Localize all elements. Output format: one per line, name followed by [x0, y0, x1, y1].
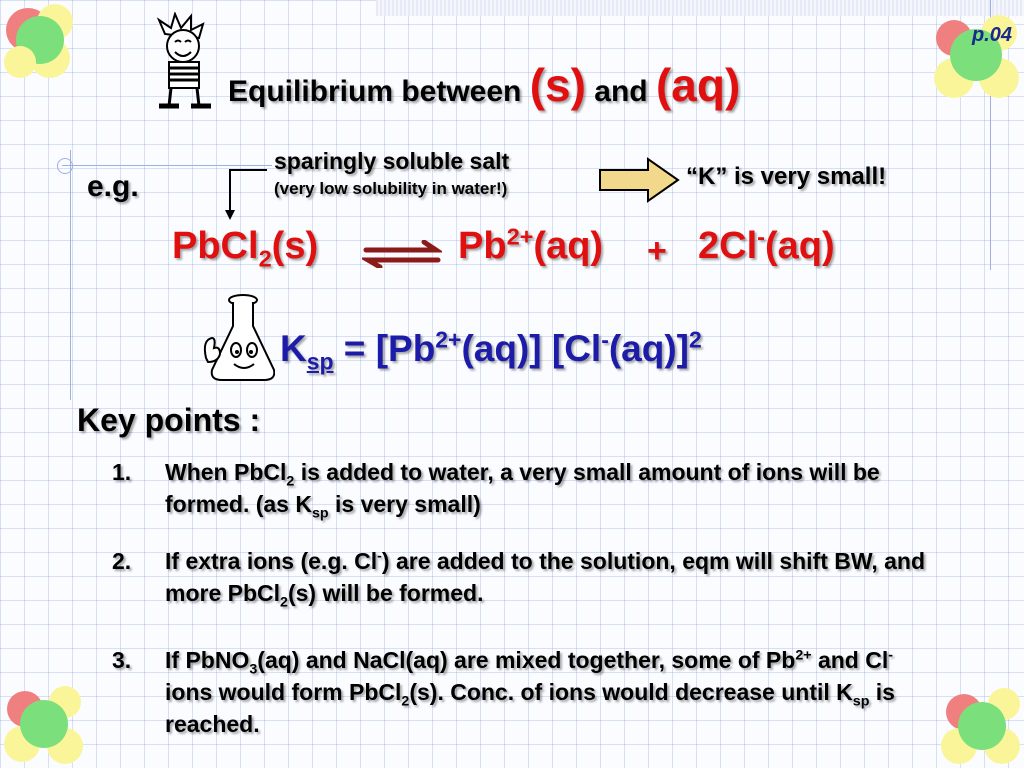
text-segment: If extra ions (e.g. Cl	[165, 548, 378, 574]
text-sub: 2	[401, 693, 410, 710]
molecule-icon	[0, 0, 90, 90]
cartoon-boy-icon	[145, 12, 225, 112]
text-segment: is reached.	[165, 679, 895, 737]
ksp-part2: (aq)] [Cl	[461, 328, 602, 369]
product-lead	[458, 225, 603, 268]
text-segment: ) are added to the solution, eqm will shift BW, and more PbCl	[165, 548, 925, 606]
product1-formula: Pb	[458, 225, 507, 267]
page-title	[228, 58, 740, 112]
text-segment: If PbNO	[165, 647, 250, 673]
list-text	[165, 456, 925, 520]
text-sub: sp	[852, 693, 870, 710]
ksp-part3: (aq)]	[608, 328, 689, 369]
text-sup: 2+	[795, 647, 812, 664]
reactant-formula: PbCl	[172, 225, 259, 267]
k-small-note: “K” is very small!	[686, 163, 887, 190]
salt-annotation	[274, 148, 509, 202]
flask-character-icon	[200, 292, 275, 384]
plus-sign: +	[647, 232, 667, 270]
annotation-line1: sparingly soluble salt	[274, 148, 510, 174]
equilibrium-arrows-icon	[362, 240, 442, 268]
ksp-equals: =	[343, 328, 366, 369]
reactant-subscript: 2	[258, 245, 272, 272]
ksp-sup2: -	[601, 326, 609, 353]
list-text	[165, 644, 925, 740]
product2-state: (aq)	[764, 225, 835, 267]
product2-charge: -	[757, 223, 765, 250]
right-block-arrow-icon	[598, 156, 682, 204]
title-and: and	[594, 75, 648, 108]
list-text	[165, 545, 925, 609]
text-segment: When PbCl	[165, 459, 287, 485]
guide-circle	[57, 158, 73, 174]
reactant	[172, 225, 319, 272]
text-segment: is very small)	[328, 491, 481, 517]
text-sup: -	[377, 548, 382, 565]
product1-state: (aq)	[533, 225, 604, 267]
reactant-state: (s)	[271, 225, 319, 267]
text-segment: (aq) and NaCl(aq) are mixed together, some of Pb	[257, 647, 796, 673]
text-sup: -	[888, 647, 893, 664]
ksp-sup1: 2+	[435, 326, 462, 353]
molecule-icon	[924, 8, 1024, 103]
list-number: 2.	[112, 548, 132, 574]
annotation-line2: (very low solubility in water!)	[274, 179, 508, 198]
product1-charge: 2+	[506, 223, 534, 250]
guide-line	[62, 165, 272, 166]
text-sub: 2	[286, 473, 295, 490]
guide-line	[70, 150, 71, 400]
ksp-part1: [Pb	[375, 328, 436, 369]
product2-formula: 2Cl	[698, 225, 758, 267]
text-segment: and Cl	[811, 647, 889, 673]
eg-label: e.g.	[87, 170, 139, 203]
molecule-icon	[0, 684, 90, 768]
ksp-subscript: sp	[306, 348, 334, 375]
list-number: 3.	[112, 647, 132, 673]
down-arrow-icon	[222, 168, 272, 224]
ksp-expression	[280, 326, 702, 375]
text-sub: sp	[311, 505, 329, 522]
page-number: p.04	[971, 24, 1012, 46]
molecule-icon	[934, 684, 1024, 768]
text-sub: 2	[280, 594, 288, 611]
list-number: 1.	[112, 459, 132, 485]
ksp-k: K	[280, 328, 307, 369]
ksp-sup3: 2	[689, 326, 702, 353]
text-segment: ions would form PbCl	[165, 679, 402, 705]
text-segment: is added to water, a very small amount of ions will be formed. (as K	[165, 459, 880, 517]
text-sub: 3	[249, 661, 258, 678]
title-solid: (s)	[529, 59, 586, 111]
title-text: Equilibrium between	[228, 75, 522, 108]
key-points-title: Key points :	[77, 402, 261, 438]
title-aqueous: (aq)	[655, 59, 741, 111]
product-chloride	[698, 225, 835, 268]
text-segment: (s) will be formed.	[287, 580, 484, 606]
text-segment: (s). Conc. of ions would decrease until K	[409, 679, 853, 705]
